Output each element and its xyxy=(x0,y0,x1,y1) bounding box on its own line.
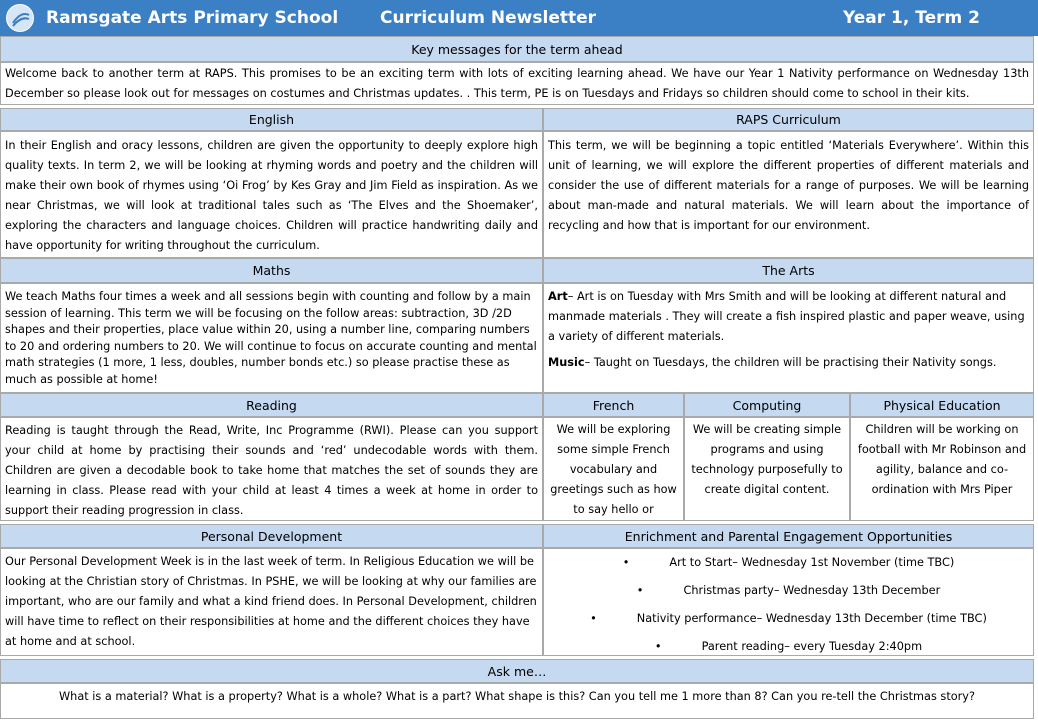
pe-heading: Physical Education xyxy=(850,393,1034,417)
pd-text: Our Personal Development Week is in the last week of term. In Religious Education we will be looking at the Christian story of Christmas. In PSHE, we will be looking at why our families are important, who are our family and what a kind friend does. In Personal Development, children will have time to reflect on their responsibilities at home and the different choices they have at home and at school. xyxy=(0,548,543,656)
ask-me-text: What is a material? What is a property? What is a whole? What is a part? What shape is this? Can you tell me 1 more than 8? Can you re-tell the Christmas story? xyxy=(0,683,1034,719)
reading-text: Reading is taught through the Read, Write, Inc Programme (RWI). Please can you support your child at home by practising their sounds and ‘red’ undecodable words with them. Children are given a decodable book to take home that matches the set of sounds they are learning in class. Please read with your child at least 4 times a week at home in order to support their reading progression in class. xyxy=(0,417,543,521)
enrichment-item: • Parent reading– every Tuesday 2:40pm xyxy=(544,633,1033,661)
computing-heading: Computing xyxy=(684,393,850,417)
art-description: – Art is on Tuesday with Mrs Smith and will be looking at different natural and manmade materials . They will create a fish inspired plastic and paper weave, using a variety of different materials. xyxy=(548,290,1025,343)
english-heading: English xyxy=(0,108,543,131)
music-description: – Taught on Tuesdays, the children will be practising their Nativity songs. xyxy=(584,356,997,369)
ask-me-heading: Ask me… xyxy=(0,659,1034,683)
enrichment-item: • Art to Start– Wednesday 1st November (time TBC) xyxy=(544,549,1033,577)
maths-text: We teach Maths four times a week and all sessions begin with counting and follow by a main session of learning. This term we will be focusing on the follow areas: subtraction, 3D /2D shapes and their properties, place value within 20, using a number line, comparing numbers to 20 and ordering numbers to 20. We will continue to focus on accurate counting and mental math strategies (1 more, 1 less, doubles, number bonds etc.) so please practise these as much as possible at home! xyxy=(0,283,543,393)
bullet-icon: • xyxy=(590,612,597,625)
french-heading: French xyxy=(543,393,684,417)
bullet-icon: • xyxy=(636,584,644,597)
enrichment-list xyxy=(543,548,1034,656)
key-messages-text: Welcome back to another term at RAPS. This promises to be an exciting term with lots of exciting learning ahead. We have our Year 1 Nativity performance on Wednesday 13th December so please look out for messages on costumes and Christmas updates. . This term, PE is on Tuesdays and Fridays so children should come to school in their kits. xyxy=(0,62,1034,105)
pe-text: Children will be working on football with Mr Robinson and agility, balance and co- ordination with Mrs Piper xyxy=(850,417,1034,521)
raps-text: This term, we will be beginning a topic entitled ‘Materials Everywhere’. Within this unit of learning, we will explore the different properties of different materials and consider the use of different materials for a range of purposes. We will be learning about man-made and natural materials. We will learn about the importance of recycling and how that is important for our environment. xyxy=(543,131,1034,258)
enrichment-heading: Enrichment and Parental Engagement Opportunities xyxy=(543,524,1034,548)
enrichment-item: • Nativity performance– Wednesday 13th December (time TBC) xyxy=(544,605,1033,633)
pd-heading: Personal Development xyxy=(0,524,543,548)
school-name: Ramsgate Arts Primary School xyxy=(46,8,339,28)
arts-text xyxy=(543,283,1034,393)
bullet-icon: • xyxy=(622,556,630,569)
french-text: We will be exploring some simple French vocabulary and greetings such as how to say hello or xyxy=(543,417,684,521)
art-label: Art xyxy=(548,290,568,303)
bullet-icon: • xyxy=(654,640,662,653)
school-logo xyxy=(6,4,34,32)
computing-text: We will be creating simple programs and using technology purposefully to create digital content. xyxy=(684,417,850,521)
english-text: In their English and oracy lessons, children are given the opportunity to deeply explore high quality texts. In term 2, we will be looking at rhyming words and poetry and the children will make their own book of rhymes using ‘Oi Frog’ by Kes Gray and Jim Field as inspiration. As we near Christmas, we will look at traditional tales such as ‘The Elves and the Shoemaker’, exploring the characters and language choices. Children will practice handwriting daily and have opportunity for writing throughout the curriculum. xyxy=(0,131,543,258)
newsletter-title: Curriculum Newsletter xyxy=(380,8,597,28)
raps-heading: RAPS Curriculum xyxy=(543,108,1034,131)
enrichment-item: • Christmas party– Wednesday 13th December xyxy=(544,577,1033,605)
music-label: Music xyxy=(548,356,585,369)
arts-heading: The Arts xyxy=(543,258,1034,283)
year-term: Year 1, Term 2 xyxy=(843,8,980,28)
maths-heading: Maths xyxy=(0,258,543,283)
key-messages-heading: Key messages for the term ahead xyxy=(0,36,1034,62)
reading-heading: Reading xyxy=(0,393,543,417)
